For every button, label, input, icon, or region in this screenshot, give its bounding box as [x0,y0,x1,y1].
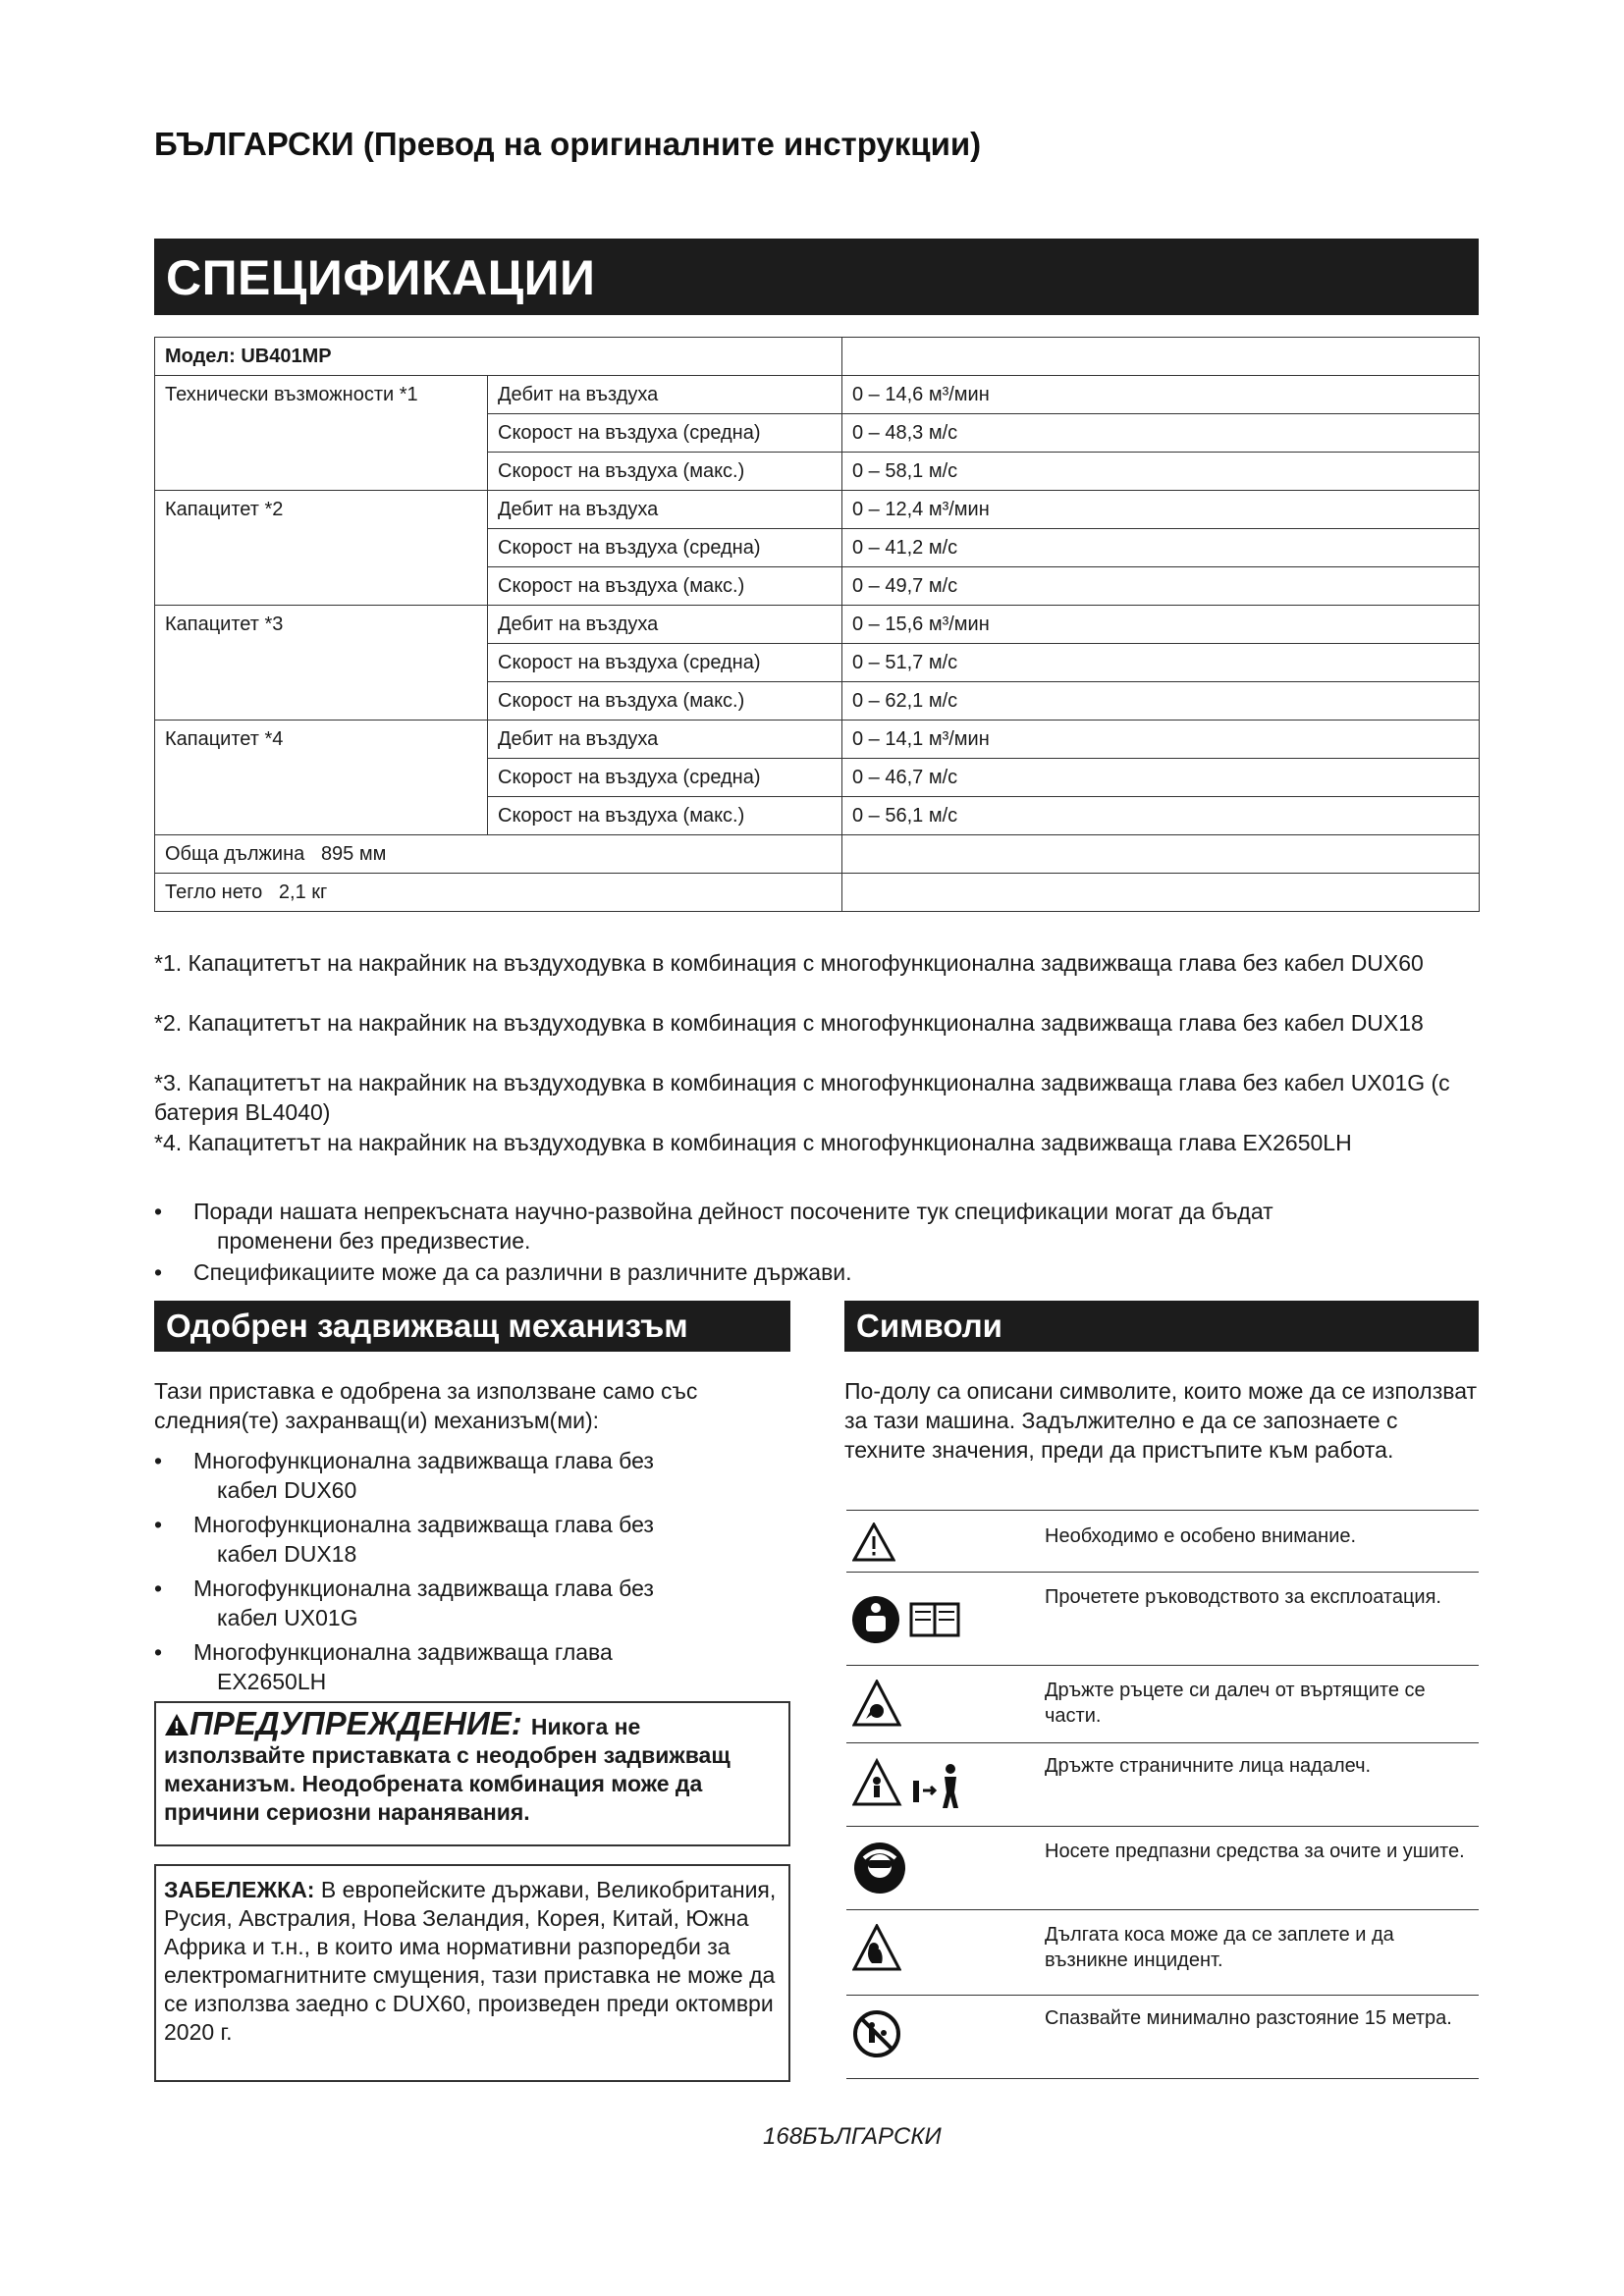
approved-unit-item [154,1574,790,1632]
table-row [155,491,1480,529]
warning-text: Никога не използвайте приставката с неодобрен задвижващ механизъм. Неодобрената комбинация може да причини сериозни наранявания. [164,1714,731,1825]
approved-unit-line-1: Многофункционална задвижваща глава без [193,1512,654,1537]
spec-value: 0 – 56,1 м/с [842,797,1480,835]
note-box [154,1864,790,2082]
spec-value: 0 – 51,7 м/с [842,644,1480,682]
symbols-intro: По-долу са описани символите, които може да се използват за тази машина. Задължително е да се запознаете с техните значения, преди да пристъпите към работа. [844,1378,1478,1463]
spec-sub-label: Дебит на въздуха [488,721,842,759]
spec-value: 0 – 46,7 м/с [842,759,1480,797]
spec-value: 0 – 49,7 м/с [842,567,1480,606]
spec-change-note [154,1197,1480,1257]
spec-value: 0 – 48,3 м/с [842,414,1480,453]
spec-group-label: Капацитет *4 [155,721,488,835]
symbol-row-attention [846,1510,1479,1572]
table-row [155,376,1480,414]
keep-bystanders-away-icon [852,1757,970,1812]
approved-unit-line-2: кабел DUX60 [217,1477,357,1503]
bullet-dot: • [154,1448,163,1473]
approved-unit-heading: Одобрен задвижващ механизъм [154,1301,790,1352]
spec-sub-label: Скорост на въздуха (средна) [488,759,842,797]
symbol-row-min-distance [846,1995,1479,2079]
spec-sub-label: Скорост на въздуха (макс.) [488,797,842,835]
approved-unit-line-1: Многофункционална задвижваща глава без [193,1575,654,1601]
warning-title-text: ПРЕДУПРЕЖДЕНИЕ: [189,1705,522,1741]
read-manual-icon [850,1592,968,1647]
bullet-dot: • [154,1575,163,1601]
symbol-row-rotating [846,1665,1479,1742]
spec-sub-label: Скорост на въздуха (средна) [488,529,842,567]
footnote-4: *4. Капацитетът на накрайник на въздуходувка в комбинация с многофункционална задвижваща глава EX2650LH [154,1130,1352,1155]
rotating-parts-icon [852,1680,901,1727]
table-row [155,338,1480,376]
spec-value: 0 – 12,4 м³/мин [842,491,1480,529]
spec-sub-label: Скорост на въздуха (средна) [488,414,842,453]
eye-ear-protection-icon [852,1841,907,1896]
approved-unit-line-1: Многофункционална задвижваща глава без [193,1448,654,1473]
warning-box [154,1701,790,1846]
footer-language: БЪЛГАРСКИ [802,2123,942,2150]
spec-sub-label: Дебит на въздуха [488,376,842,414]
footnote-2: *2. Капацитетът на накрайник на въздуходувка в комбинация с многофункционална задвижваща глава без кабел DUX18 [154,1010,1424,1036]
spec-sub-label: Скорост на въздуха (макс.) [488,453,842,491]
spec-sub-label: Скорост на въздуха (средна) [488,644,842,682]
approved-unit-line-2: кабел UX01G [217,1605,358,1630]
footnote-3: *3. Капацитетът на накрайник на въздуходувка в комбинация с многофункционална задвижваща глава без кабел UX01G (с батерия BL4040) [154,1070,1450,1125]
length-cell [155,835,842,874]
approved-unit-line-2: кабел DUX18 [217,1541,357,1567]
length-blank-cell [842,835,1480,874]
note-title: ЗАБЕЛЕЖКА: [164,1877,315,1902]
symbol-row-long-hair [846,1909,1479,1995]
symbol-text: Носете предпазни средства за очите и ушите. [1045,1841,1465,1862]
model-value-cell [842,338,1480,376]
symbol-text: Дръжте ръцете си далеч от въртящите се части. [1045,1680,1426,1727]
long-hair-icon [852,1924,901,1971]
table-row [155,606,1480,644]
length-value: 895 мм [320,842,387,865]
spec-group-label: Технически възможности *1 [155,376,488,491]
spec-table [154,337,1480,912]
warning-triangle-icon [164,1713,189,1736]
weight-label: Тегло нето [165,881,263,903]
spec-sub-label: Дебит на въздуха [488,491,842,529]
spec-value: 0 – 58,1 м/с [842,453,1480,491]
spec-sub-label: Скорост на въздуха (макс.) [488,682,842,721]
country-note [154,1257,1480,1287]
symbol-text: Необходимо е особено внимание. [1045,1525,1357,1547]
length-label: Обща дължина [165,842,305,865]
approved-unit-item [154,1510,790,1569]
bullet-dot: • [154,1199,163,1224]
footnote-1: *1. Капацитетът на накрайник на въздуходувка в комбинация с многофункционална задвижваща глава без кабел DUX60 [154,950,1424,976]
warning-title [164,1705,531,1741]
page-number: 168 [763,2123,803,2150]
spec-sub-label: Скорост на въздуха (макс.) [488,567,842,606]
spec-value: 0 – 15,6 м³/мин [842,606,1480,644]
table-row [155,835,1480,874]
weight-blank-cell [842,874,1480,912]
symbol-text: Спазвайте минимално разстояние 15 метра. [1045,2007,1452,2029]
symbol-text: Прочетете ръководството за експлоатация. [1045,1586,1441,1608]
bullet-dot: • [154,1512,163,1537]
symbol-row-manual [846,1572,1479,1665]
spec-group-label: Капацитет *3 [155,606,488,721]
bullet-dot: • [154,1639,163,1665]
symbol-row-bystanders [846,1742,1479,1826]
spec-change-text-1: Поради нашата непрекъсната научно-развойна дейност посочените тук спецификации могат да бъдат [193,1199,1273,1224]
approved-unit-item [154,1446,790,1505]
approved-intro: Тази приставка е одобрена за използване само със следния(те) захранващ(и) механизъм(ми): [154,1378,698,1433]
symbols-heading: Символи [844,1301,1479,1352]
spec-sub-label: Дебит на въздуха [488,606,842,644]
spec-value: 0 – 14,1 м³/мин [842,721,1480,759]
symbol-text: Дръжте страничните лица надалеч. [1045,1755,1372,1777]
table-row [155,721,1480,759]
warning-triangle-icon [852,1522,895,1562]
spec-value: 0 – 62,1 м/с [842,682,1480,721]
page-footer [763,2123,942,2151]
bullet-dot: • [154,1259,163,1285]
model-cell: Модел: UB401MP [155,338,842,376]
weight-value: 2,1 кг [278,881,328,903]
spec-change-text-2: променени без предизвестие. [217,1228,531,1254]
min-distance-icon [852,2009,901,2058]
country-note-text: Спецификациите може да са различни в различните държави. [193,1259,852,1285]
spec-value: 0 – 14,6 м³/мин [842,376,1480,414]
symbol-row-eye-ear [846,1826,1479,1909]
spec-group-label: Капацитет *2 [155,491,488,606]
note-text: В европейските държави, Великобритания, Русия, Австралия, Нова Зеландия, Корея, Китай, Южна Африка и т.н., в които има нормативни разпоредби за електромагнитните смущения, тази приставка не може да се използва заедно с DUX60, произведен преди октомври 2020 г. [164,1877,777,2045]
spec-heading: СПЕЦИФИКАЦИИ [154,239,1479,315]
approved-unit-line-2: EX2650LH [217,1669,327,1694]
spec-value: 0 – 41,2 м/с [842,529,1480,567]
table-row [155,874,1480,912]
symbol-text: Дългата коса може да се заплете и да възникне инцидент. [1045,1924,1394,1971]
weight-cell [155,874,842,912]
approved-unit-item [154,1637,790,1696]
approved-unit-line-1: Многофункционална задвижваща глава [193,1639,613,1665]
page-language-title: БЪЛГАРСКИ (Превод на оригиналните инструкции) [154,126,982,162]
